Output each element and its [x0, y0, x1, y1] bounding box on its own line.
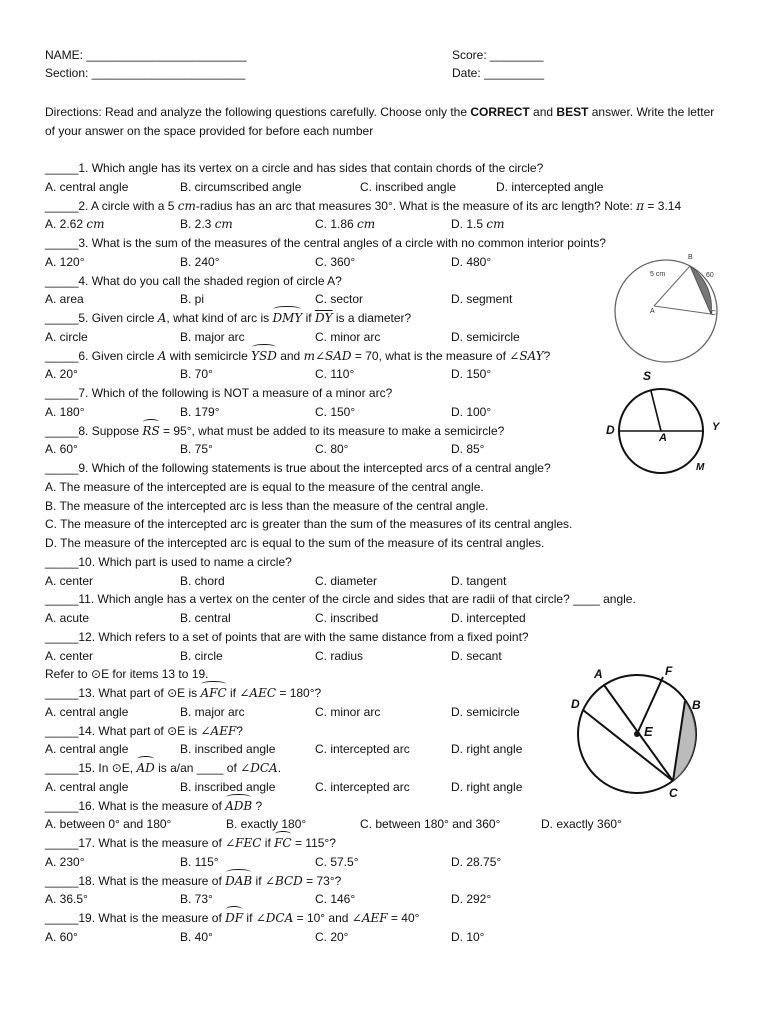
q-text: = 70, what is the measure of: [351, 348, 510, 363]
q-text: if: [252, 873, 265, 888]
option: A. 180°: [45, 404, 85, 419]
q-math: ∠AEF: [200, 723, 237, 738]
q-math-arc: DMY: [272, 309, 302, 328]
option: B. 240°: [180, 254, 220, 269]
radius-label: 5 cm: [650, 271, 666, 278]
date-field: Date: _________: [452, 66, 545, 80]
option: B. central: [180, 611, 231, 625]
center-point-e: [634, 731, 640, 737]
option: D. segment: [451, 292, 513, 307]
option: B. inscribed angle: [180, 779, 276, 794]
option: B. circle: [180, 648, 223, 663]
option: A. central angle: [45, 704, 129, 719]
question-4: _____4. What do you call the shaded region of circle A?: [45, 273, 342, 288]
option: A. 60°: [45, 929, 78, 944]
q-text: _____19. What is the measure of: [45, 911, 226, 925]
q-math-segment: $\overline{DY}$: [314, 311, 333, 325]
option: A. 60°: [45, 442, 78, 457]
option: C. between 180° and 360°: [360, 817, 501, 832]
point-e-label: E: [644, 724, 653, 739]
option: A. circle: [45, 329, 88, 344]
q-text: _____8. Suppose: [45, 423, 143, 438]
score-field: Score: ________: [452, 48, 544, 62]
q-text: = 40°: [387, 911, 420, 925]
q-text: = 10° and: [293, 911, 352, 925]
q-text: = 95°, what must be added to its measure to make a semicircle?: [159, 423, 505, 438]
question-2: [45, 197, 745, 216]
q-text: _____5. Given circle: [45, 311, 158, 325]
figure-circle-e: [566, 664, 718, 804]
point-b-label: B: [688, 254, 693, 261]
question-12: _____12. Which refers to a set of points that are with the same distance from a fixed point?: [45, 629, 529, 644]
directions-text: Directions: Read and analyze the following questions carefully. Choose only the: [45, 105, 471, 119]
question-1: _____1. Which angle has its vertex on a circle and has sides that contain chords of the circle?: [45, 161, 544, 175]
option: [315, 215, 375, 234]
option: B. 75°: [180, 442, 213, 457]
option: [451, 215, 504, 234]
option: A. acute: [45, 611, 90, 625]
refer-note: Refer to ⊙E for items 13 to 19.: [45, 667, 209, 682]
options-16: [45, 815, 745, 834]
option: D. 10°: [451, 929, 485, 944]
question-18: [45, 872, 745, 891]
q-math-arc: DF: [225, 909, 243, 928]
opt-text: B. 2.3: [180, 217, 215, 232]
figure-circle-a-diameter: [598, 366, 730, 478]
opt-unit: cm: [86, 217, 105, 232]
option: B. 73°: [180, 892, 213, 907]
option: C. 110°: [315, 367, 355, 382]
option: A. central angle: [45, 779, 129, 794]
statement-b: B. The measure of the intercepted arc is less than the measure of the central angle.: [45, 498, 489, 513]
options-10: [45, 572, 745, 591]
option: B. 40°: [180, 929, 213, 944]
q-text: ?: [236, 723, 243, 738]
option: C. inscribed: [315, 611, 379, 625]
point-m-label: M: [696, 462, 705, 473]
option: C. minor arc: [315, 329, 381, 344]
q-math: A: [157, 311, 167, 325]
q-text: _____17. What is the measure of: [45, 836, 226, 850]
option: C. intercepted arc: [315, 742, 410, 757]
option: B. circumscribed angle: [180, 179, 302, 194]
option: C. minor arc: [315, 704, 381, 719]
q-text: is a/an ____ of: [154, 761, 241, 775]
option: C. 20°: [315, 929, 349, 944]
directions-post: answer. Write the letter of your answer on the space provided for before each number: [45, 105, 715, 138]
question-3: _____3. What is the sum of the measures of the central angles of a circle with no common interior points?: [45, 236, 606, 250]
q-text: _____16. What is the measure of: [45, 798, 226, 813]
q-math-arc: YSD: [251, 347, 277, 366]
point-a-label: A: [650, 308, 655, 315]
circle-outline: [615, 260, 717, 362]
option: D. right angle: [451, 779, 523, 794]
q-math: ∠AEC: [239, 686, 277, 700]
point-s-label: S: [643, 369, 652, 383]
option: B. 70°: [180, 367, 213, 382]
q-text: _____2. A circle with a 5: [45, 198, 178, 213]
point-c-label: C: [669, 786, 678, 800]
option: B. chord: [180, 573, 225, 588]
point-d-label: D: [606, 423, 615, 437]
option: A. center: [45, 648, 94, 663]
option: C. 150°: [315, 404, 356, 419]
point-y-label: Y: [712, 421, 720, 433]
directions: [45, 103, 725, 140]
option: B. 115°: [180, 854, 219, 869]
option: C. 146°: [315, 892, 356, 907]
q-text: = 115°?: [291, 836, 336, 850]
option: D. 480°: [451, 254, 492, 269]
option: C. diameter: [315, 573, 378, 588]
option: C. radius: [315, 648, 364, 663]
q-text: , what kind of arc is: [166, 311, 273, 325]
option: C. inscribed angle: [360, 179, 457, 194]
option: C. sector: [315, 292, 364, 307]
option: B. major arc: [180, 704, 245, 719]
question-9: _____9. Which of the following statements is true about the intercepted arcs of a central angle?: [45, 461, 551, 475]
opt-unit: cm: [357, 217, 376, 232]
radius-ac: [654, 306, 711, 314]
option: A. between 0° and 180°: [45, 817, 172, 832]
q-math-arc: AD: [136, 759, 154, 778]
name-field: NAME: ________________________: [45, 48, 247, 62]
option: D. 85°: [451, 442, 485, 457]
q-math-arc: RS: [142, 422, 159, 441]
option: C. intercepted arc: [315, 779, 410, 794]
question-11: _____11. Which angle has a vertex on the center of the circle and sides that are radii of that circle? ____ angle.: [45, 592, 636, 607]
option: D. 150°: [451, 367, 492, 382]
q-math: π: [636, 198, 645, 213]
q-math-arc: FC: [274, 834, 292, 853]
opt-text: A. 2.62: [45, 217, 87, 232]
q-text: _____13. What part of ⊙E is: [45, 686, 201, 700]
q-text: if: [226, 686, 240, 700]
options-17: [45, 853, 745, 872]
option: B. inscribed angle: [180, 742, 276, 757]
q-math: m∠SAD: [303, 348, 352, 363]
options-18: [45, 890, 745, 909]
option: A. 36.5°: [45, 892, 88, 907]
option: [180, 215, 233, 234]
option: D. semicircle: [451, 704, 520, 719]
options-2: [45, 215, 745, 234]
option: B. 179°: [180, 404, 220, 419]
option: D. intercepted: [451, 611, 526, 625]
options-19: [45, 928, 745, 947]
option: A. center: [45, 573, 94, 588]
q-math: A: [157, 348, 167, 363]
option: A. central angle: [45, 179, 129, 194]
opt-text: D. 1.5: [451, 217, 487, 232]
opt-text: C. 1.86: [315, 217, 358, 232]
q-math: ∠FEC: [225, 836, 262, 850]
q-text: and: [276, 348, 304, 363]
q-text: ?: [543, 348, 551, 363]
point-a-label: A: [659, 432, 667, 444]
option: D. secant: [451, 648, 502, 663]
q-text: _____15. In ⊙E,: [45, 761, 137, 775]
q-math-arc: AFC: [200, 684, 226, 703]
q-text: with semicircle: [166, 348, 252, 363]
q-math-arc: ADB: [225, 797, 252, 816]
section-field: Section: _______________________: [45, 66, 246, 80]
point-b-label: B: [692, 698, 701, 712]
q-text: _____14. What part of ⊙E is: [45, 723, 201, 738]
option: B. pi: [180, 292, 205, 307]
options-1: [45, 178, 745, 197]
q-math: ∠DCA: [240, 761, 278, 775]
q-text: = 73°?: [302, 873, 342, 888]
q-text: if: [302, 311, 315, 325]
option: D. 28.75°: [451, 854, 502, 869]
option: D. tangent: [451, 573, 507, 588]
option: D. intercepted angle: [496, 179, 604, 194]
option: C. 360°: [315, 254, 356, 269]
q-math: ∠BCD: [264, 873, 303, 888]
option: D. right angle: [451, 742, 523, 757]
q-text: = 180°?: [276, 686, 322, 700]
option: A. 230°: [45, 854, 85, 869]
point-c-label: C: [711, 310, 717, 317]
option: D. semicircle: [451, 329, 520, 344]
q-text: is a diameter?: [332, 311, 412, 325]
opt-unit: cm: [486, 217, 505, 232]
question-7: _____7. Which of the following is NOT a measure of a minor arc?: [45, 386, 393, 400]
q-text: .: [277, 761, 282, 775]
q-text: if: [243, 911, 256, 925]
point-d-label: D: [571, 697, 580, 711]
q-text: _____6. Given circle: [45, 348, 158, 363]
statement-c: C. The measure of the intercepted arc is greater than the sum of the measures of its central angles.: [45, 517, 573, 532]
option: C. 80°: [315, 442, 349, 457]
option: D. 292°: [451, 892, 492, 907]
q-text: = 3.14: [644, 198, 682, 213]
q-math: cm: [177, 198, 196, 213]
q-math-arc: DAB: [225, 872, 252, 891]
option: A. 20°: [45, 367, 78, 382]
statement-d: D. The measure of the intercepted arc is equal to the sum of the measure of its central angles.: [45, 536, 545, 550]
options-12: [45, 647, 745, 666]
q-math: ∠DCA: [255, 911, 294, 925]
question-17: [45, 834, 745, 853]
option: B. major arc: [180, 329, 245, 344]
option: D. exactly 360°: [541, 817, 622, 832]
option: A. 120°: [45, 254, 85, 269]
q-text: -radius has an arc that measures 30°. What is the measure of its arc length? Note:: [195, 198, 637, 213]
option: A. central angle: [45, 742, 129, 757]
directions-and: and: [529, 105, 557, 119]
q-text: _____18. What is the measure of: [45, 873, 226, 888]
point-a-label: A: [594, 667, 603, 681]
q-math: ∠AEF: [351, 911, 388, 925]
option: [45, 215, 104, 234]
q-text: if: [261, 836, 275, 850]
directions-correct: CORRECT: [470, 105, 530, 119]
option: B. exactly 180°: [226, 817, 307, 832]
segment-dc: [583, 710, 673, 781]
angle-label: 60: [706, 272, 714, 279]
question-19: [45, 909, 745, 928]
option: C. 57.5°: [315, 854, 359, 869]
radius-as: [651, 391, 661, 431]
figure-circle-a-segment: [608, 246, 722, 376]
opt-unit: cm: [214, 217, 233, 232]
option: A. area: [45, 292, 84, 307]
point-f-label: F: [665, 664, 673, 678]
option: D. 100°: [451, 404, 492, 419]
statement-a: A. The measure of the intercepted are is equal to the measure of the central angle.: [45, 479, 484, 494]
q-math: ∠SAY: [509, 348, 544, 363]
options-11: [45, 609, 745, 628]
question-10: _____10. Which part is used to name a circle?: [45, 554, 292, 569]
directions-best: BEST: [556, 105, 589, 119]
q-text: ?: [252, 798, 263, 813]
